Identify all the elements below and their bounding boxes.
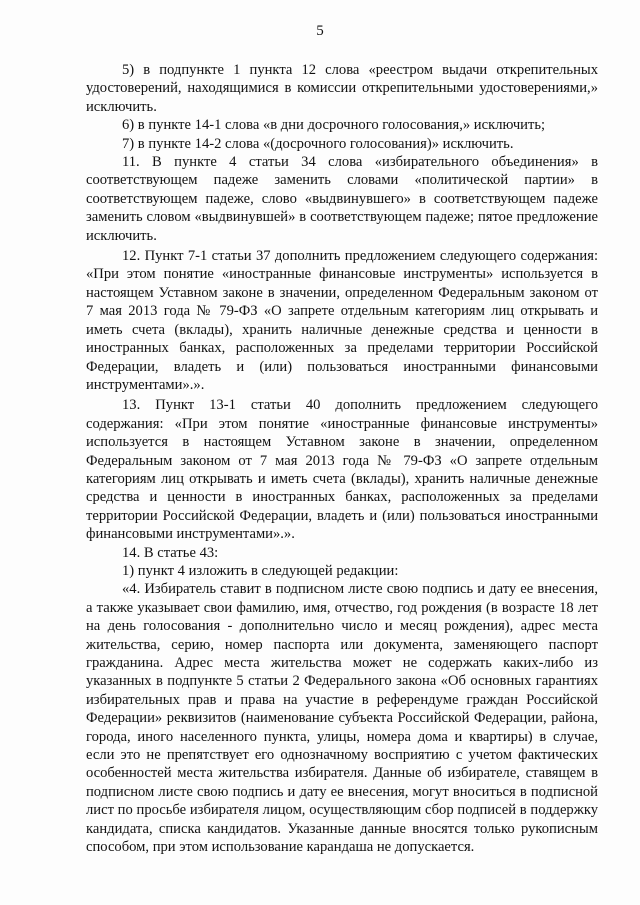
- paragraph-7-clause-14-2: 7) в пункте 14-2 слова «(досрочного голосования)» исключить.: [122, 135, 514, 152]
- paragraph-5-subclause-1: 5) в подпункте 1 пункта 12 слова «реестром выдачи открепительных удостоверений, находящимися в комиссии открепительными удостоверениями,» исключить.: [86, 62, 598, 115]
- paragraph-6-clause-14-1: 6) в пункте 14-1 слова «в дни досрочного голосования,» исключить;: [122, 117, 546, 134]
- paragraph-new-clause-4-text: «4. Избиратель ставит в подписном листе свою подпись и дату ее внесения, а также указывает свои фамилию, имя, отчество, год рождения (в возрасте 18 лет на день голосования - дополнительно число и месяц рождения), адрес места жительства, серию, номер паспорта или документа, заменяющего паспорт гражданина. Адрес места жительства может не содержать каких-либо из указанных в подпункте 5 статьи 2 Федерального закона «Об основных гарантиях избирательных прав и права на участие в референдуме граждан Российской Федерации» реквизитов (наименование субъекта Российской Федерации, района, города, иного населенного пункта, улицы, номера дома и квартиры) в случае, если это не препятствует его однозначному восприятию с учетом фактических особенностей места жительства избирателя. Данные об избирателе, ставящем в подписном листе свою подпись и дату ее внесения, могут вноситься в подписной лист по просьбе избирателя лицом, осуществляющим сбор подписей в поддержку кандидата, списка кандидатов. Указанные данные вносятся только рукописным способом, при этом использование карандаша не допускается.: [86, 581, 598, 856]
- paragraph-14-article-43: 14. В статье 43:: [122, 544, 219, 561]
- paragraph-13-article-40: 13. Пункт 13-1 статьи 40 дополнить предложением следующего содержания: «При этом понятие «иностранные финансовые инструменты» используется в настоящем Уставном законе в значении, определенном Федеральным законом от 7 мая 2013 года № 79-ФЗ «О запрете отдельным категориям лиц открывать и иметь счета (вклады), хранить наличные денежные средства и ценности в иностранных банках, расположенных за пределами территории Российской Федерации, владеть и (или) пользоваться иностранными финансовыми инструментами».».: [86, 397, 598, 543]
- paragraph-12-article-37: 12. Пункт 7-1 статьи 37 дополнить предложением следующего содержания: «При этом понятие «иностранные финансовые инструменты» используется в настоящем Уставном законе в значении, определенном Федеральным законом от 7 мая 2013 года № 79-ФЗ «О запрете отдельным категориям лиц открывать и иметь счета (вклады), хранить наличные денежные средства и ценности в иностранных банках, расположенных за пределами территории Российской Федерации, владеть и (или) пользоваться иностранными финансовыми инструментами».».: [86, 248, 598, 393]
- document-body: [86, 61, 598, 856]
- paragraph-11-article-34: 11. В пункте 4 статьи 34 слова «избирательного объединения» в соответствующем падеже заменить словами «политической партии» в соответствующем падеже, слово «выдвинувшего» в соответствующем падеже заменить словом «выдвинувшей» в соответствующем падеже; пятое предложение исключить.: [86, 154, 598, 244]
- paragraph-subclause-1-intro: 1) пункт 4 изложить в следующей редакции:: [122, 562, 399, 579]
- page-number: 5: [316, 23, 324, 39]
